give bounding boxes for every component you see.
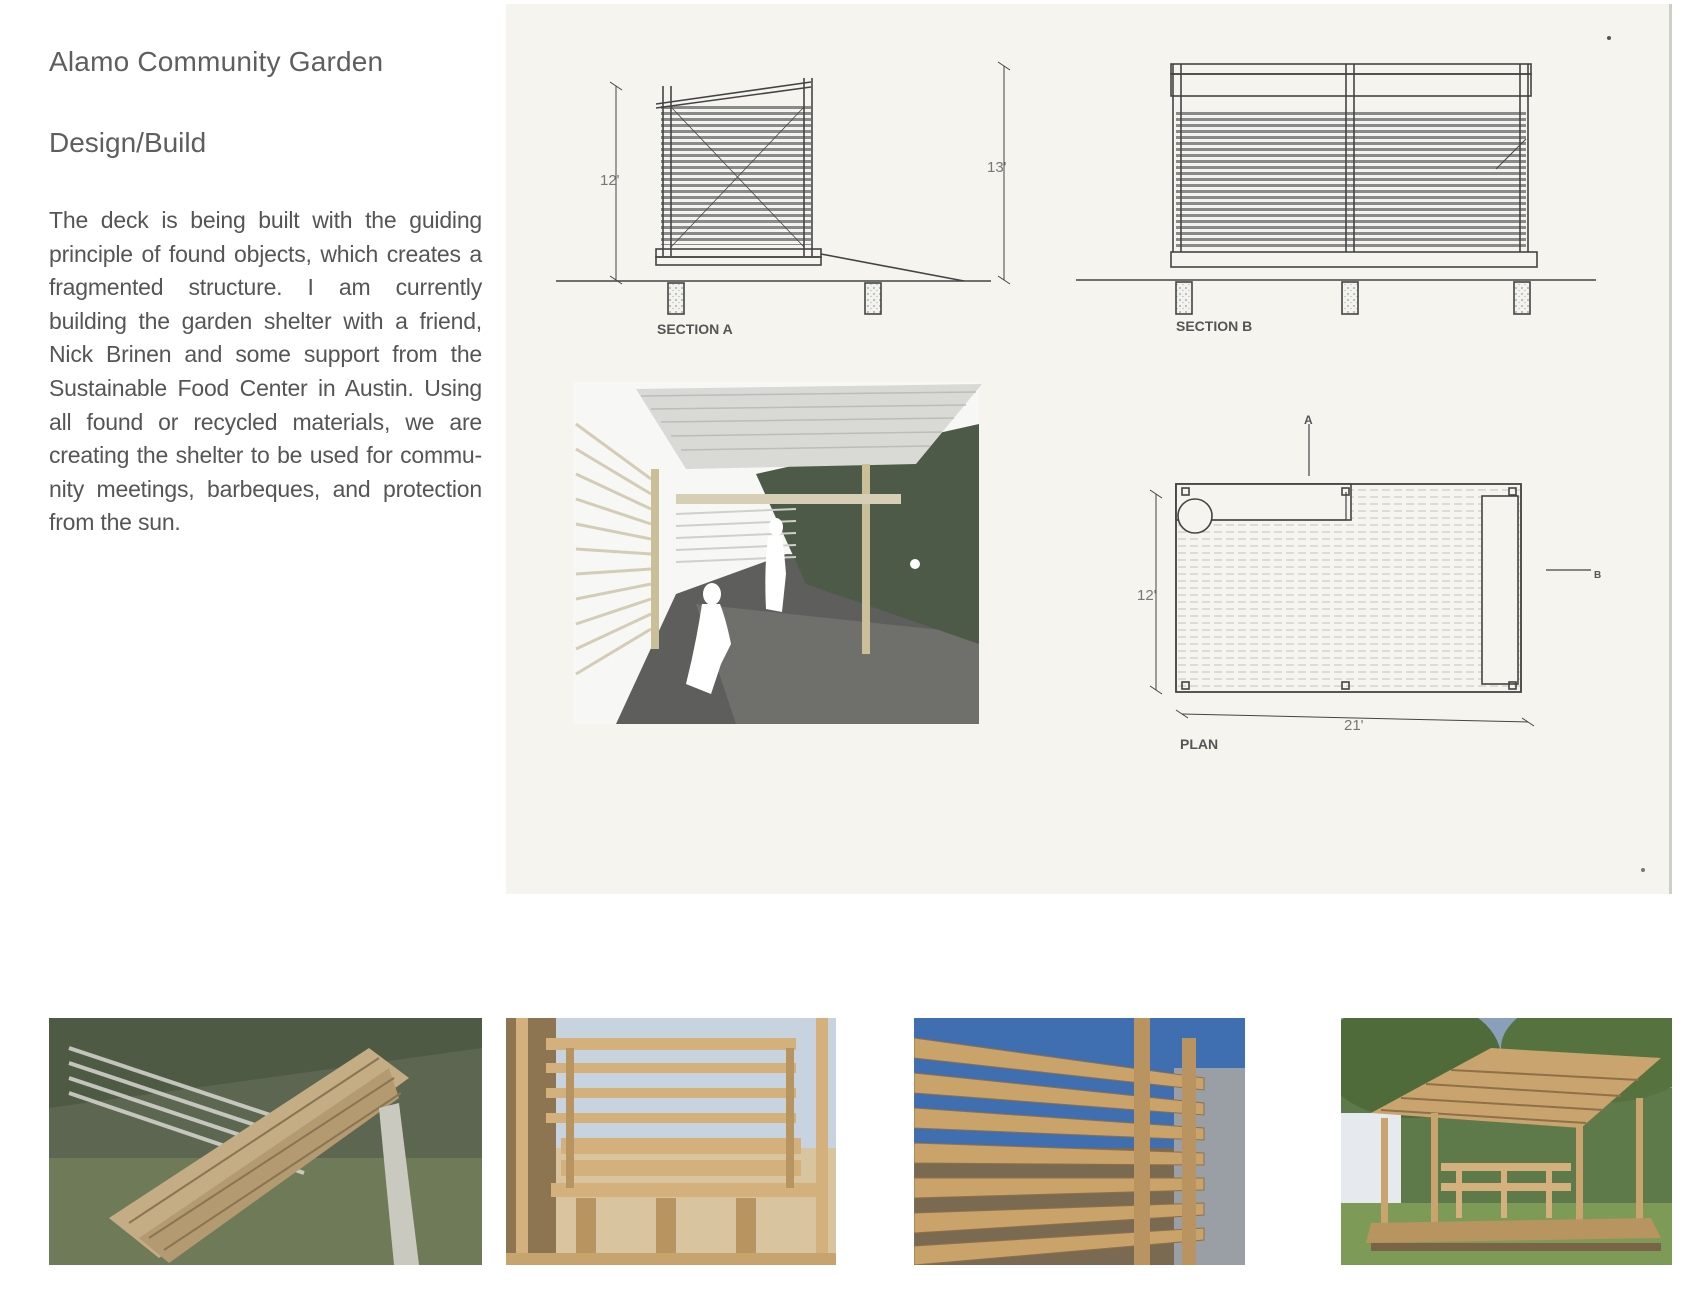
section-b-drawing <box>1076 64 1596 314</box>
plan-width-dim: 21' <box>1344 717 1364 734</box>
plan-depth-dim: 12' <box>1137 587 1157 604</box>
section-b-label: SECTION B <box>1176 318 1253 334</box>
plan-section-b-marker: B <box>1594 570 1602 581</box>
photo-bench-construction <box>506 1018 836 1265</box>
description-paragraph: The deck is being built with the guiding principle of found objects, which creates a fragmented structure. I am currently building the garden shelter with a friend, Nick Brinen and some support from the Sustainable Food Center in Austin. Using all found or recycled materials, we are creating the shelter to be used for commu-nity meetings, barbeques, and protection from the sun. <box>49 207 482 536</box>
photo-slatted-wall <box>914 1018 1245 1265</box>
section-b-height-dim: 13' <box>987 159 1007 176</box>
section-a-height-dim: 12' <box>600 172 620 189</box>
page-subtitle: Design/Build <box>49 127 207 158</box>
page-title: Alamo Community Garden <box>49 46 384 77</box>
section-a-drawing <box>556 62 1010 314</box>
plan-section-a-marker: A <box>1304 413 1313 427</box>
plan-drawing <box>1150 424 1591 726</box>
photo-found-lumber-pile <box>49 1018 482 1265</box>
plan-label: PLAN <box>1180 736 1219 752</box>
perspective-rendering <box>573 382 982 724</box>
photo-completed-shelter <box>1341 1018 1672 1265</box>
drawing-sheet-svg <box>506 4 1669 894</box>
section-a-label: SECTION A <box>657 321 733 337</box>
drawing-sheet <box>506 4 1672 894</box>
